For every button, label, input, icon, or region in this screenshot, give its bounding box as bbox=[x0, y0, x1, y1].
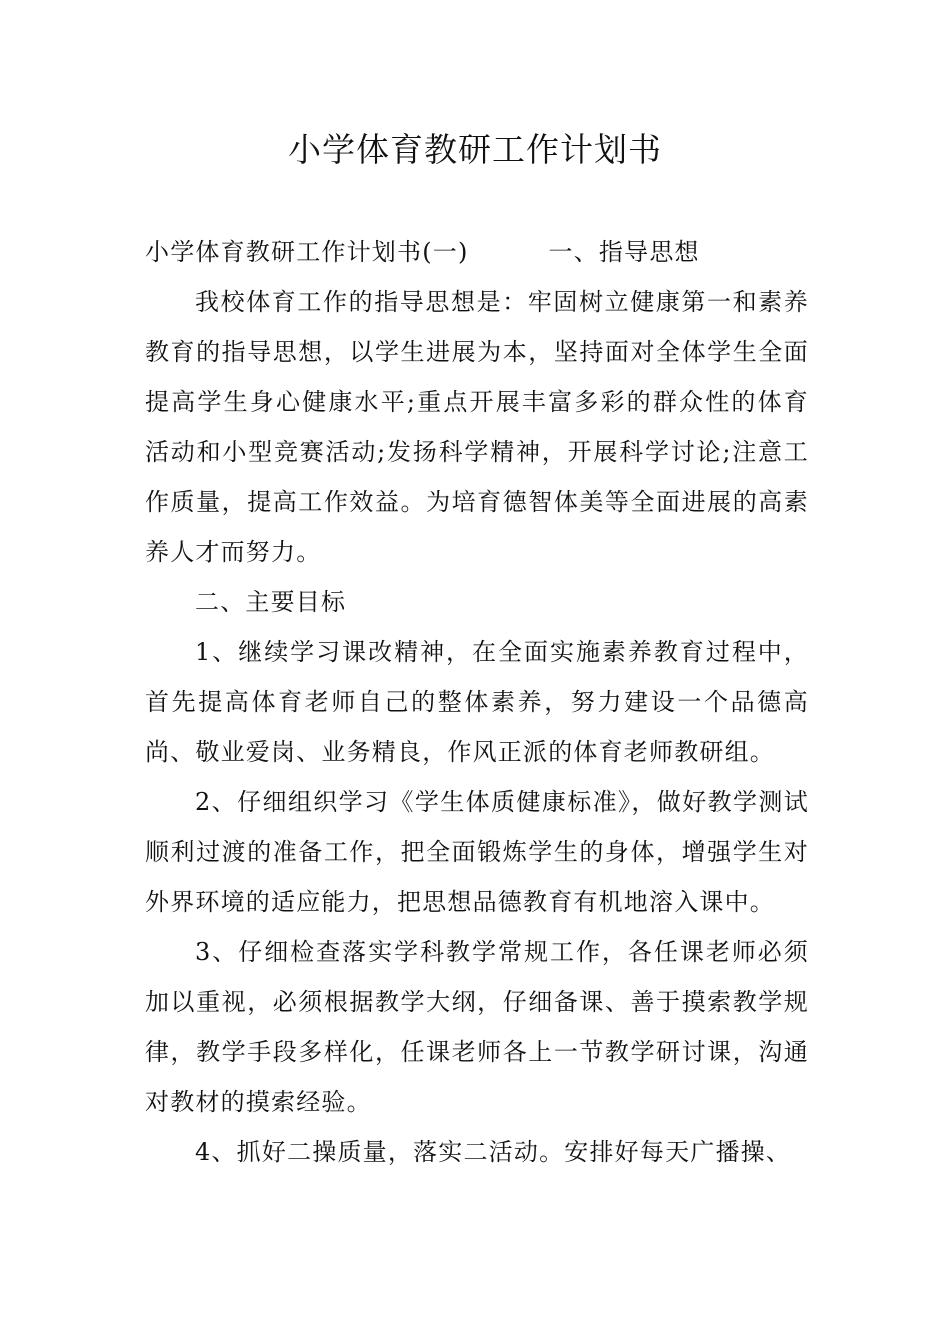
paragraph-goal-1: 1、继续学习课改精神，在全面实施素养教育过程中，首先提高体育老师自己的整体素养，努力建设一个品德高尚、敬业爱岗、业务精良，作风正派的体育老师教研组。 bbox=[145, 638, 809, 766]
paragraph-goal-4: 4、抓好二操质量，落实二活动。安排好每天广播操、 bbox=[195, 1138, 792, 1166]
section-heading-main-goals: 二、主要目标 bbox=[195, 588, 347, 616]
document-title: 小学体育教研工作计划书 bbox=[288, 130, 662, 169]
subtitle-line bbox=[145, 227, 809, 277]
document-body bbox=[145, 227, 809, 1177]
paragraph-goal-2: 2、仔细组织学习《学生体质健康标准》，做好教学测试顺利过渡的准备工作，把全面锻炼学生的身体，增强学生对外界环境的适应能力，把思想品德教育有机地溶入课中。 bbox=[145, 788, 809, 916]
paragraph-guiding-ideology: 我校体育工作的指导思想是：牢固树立健康第一和素养教育的指导思想，以学生进展为本，坚持面对全体学生全面提高学生身心健康水平;重点开展丰富多彩的群众性的体育活动和小型竞赛活动;发扬科学精神，开展科学讨论;注意工作质量，提高工作效益。为培育德智体美等全面进展的高素养人才而努力。 bbox=[145, 288, 809, 566]
paragraph-goal-3: 3、仔细检查落实学科教学常规工作，各任课老师必须加以重视，必须根据教学大纲，仔细备课、善于摸索教学规律，教学手段多样化，任课老师各上一节教学研讨课，沟通对教材的摸索经验。 bbox=[145, 938, 809, 1116]
document-subtitle: 小学体育教研工作计划书(一) bbox=[145, 238, 469, 266]
section-heading-guiding-ideology: 一、指导思想 bbox=[548, 238, 700, 266]
